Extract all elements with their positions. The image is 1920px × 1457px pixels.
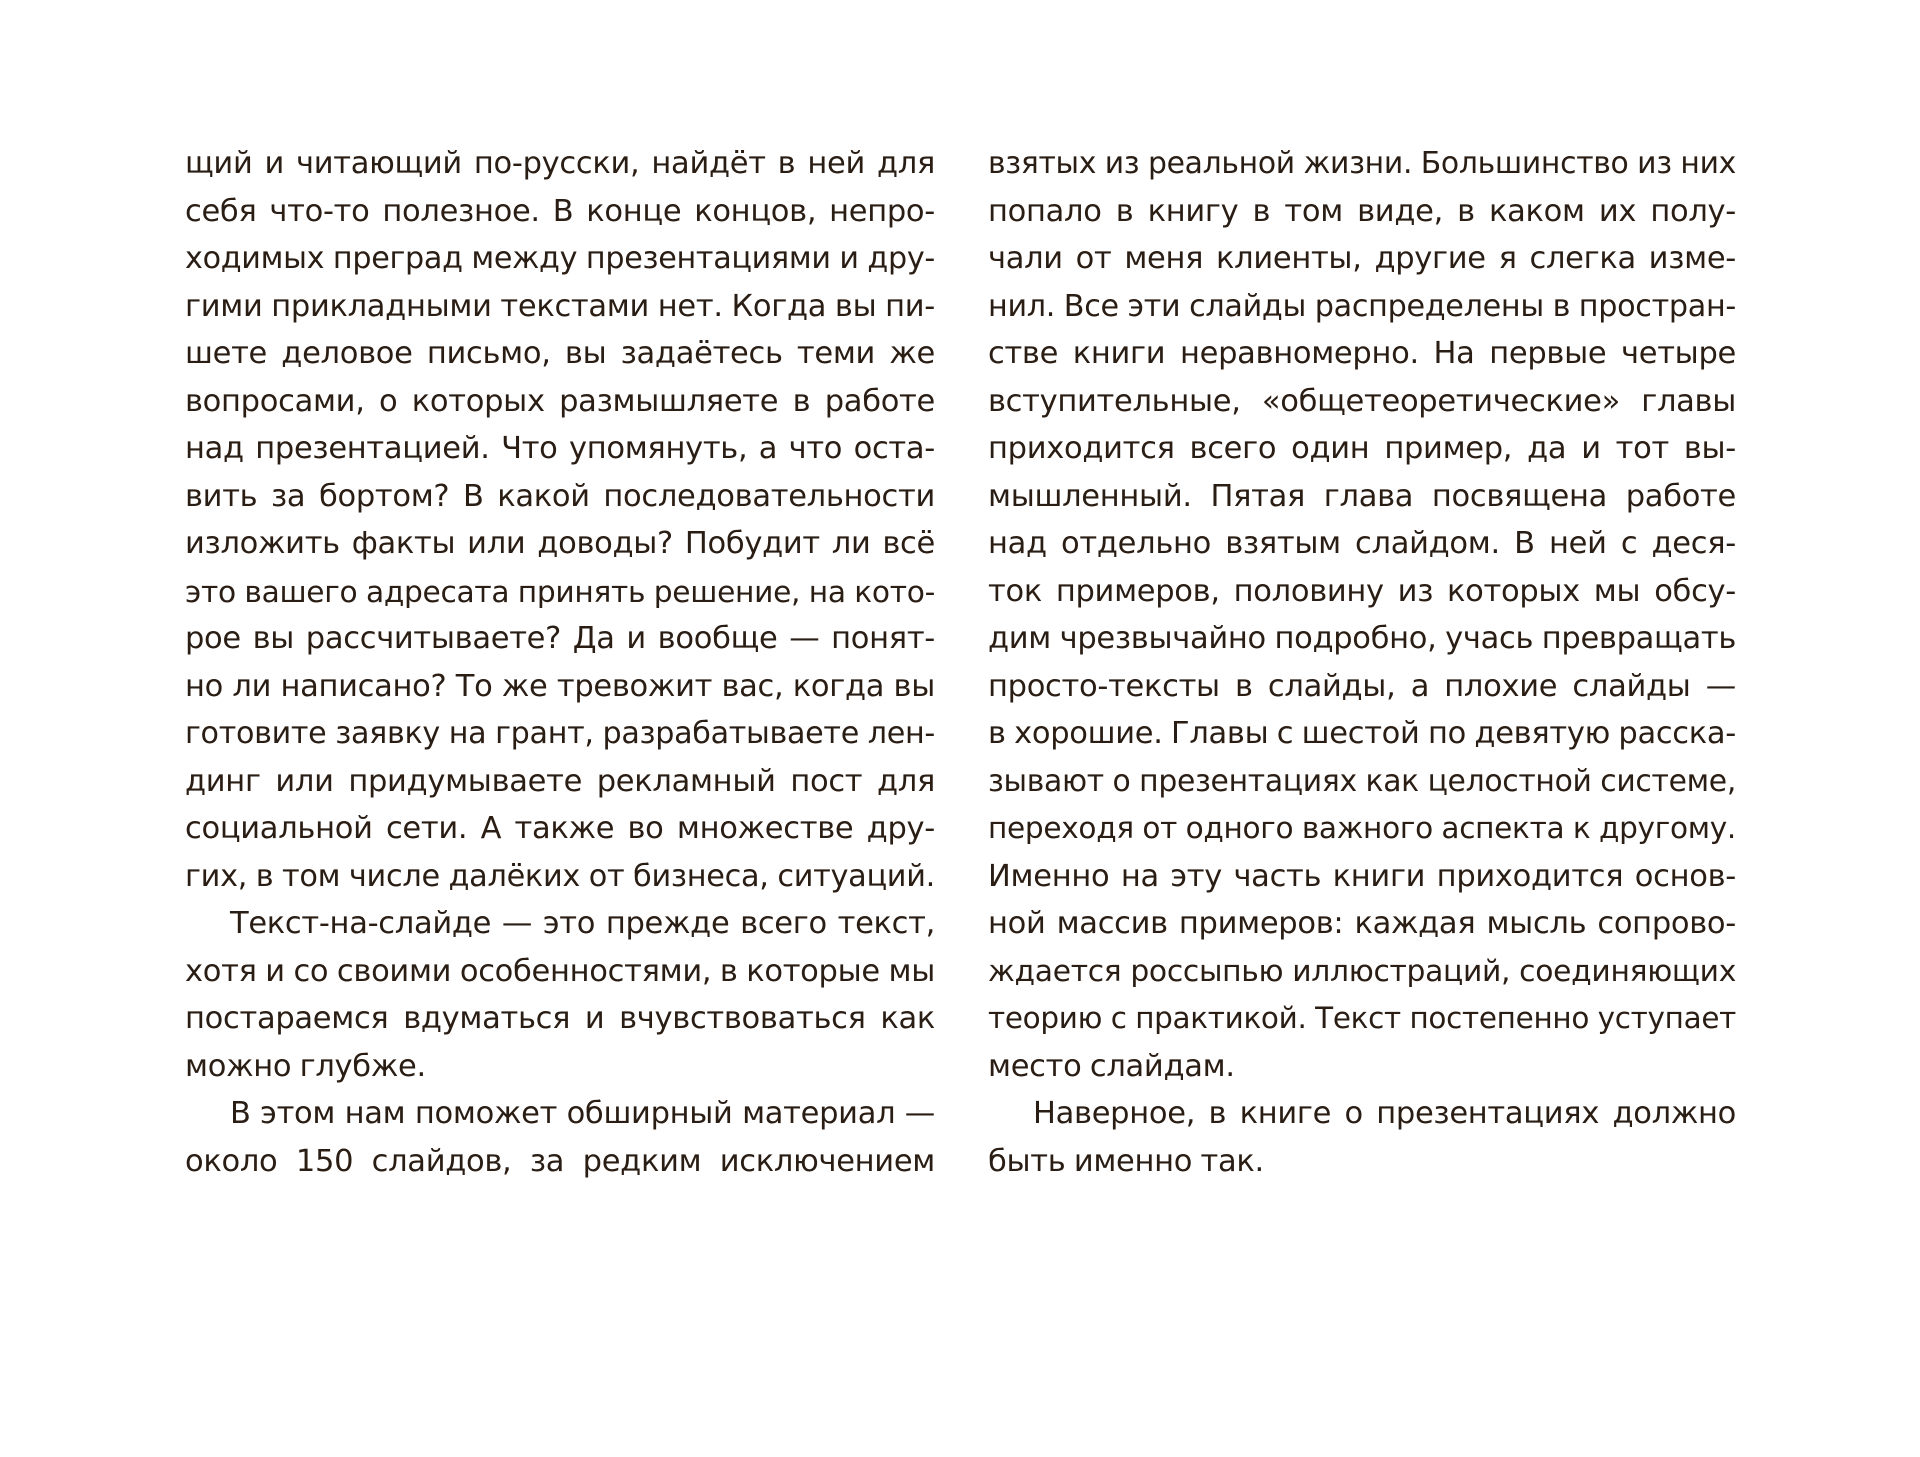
text-line: попало в книгу в том виде, в каком их полу-	[988, 193, 1736, 229]
text-line: социальной сети. А также во множестве дру-	[185, 811, 935, 846]
text-line: это вашего адресата принять решение, на кото-	[185, 573, 935, 609]
text-line: Текст-на-слайде — это прежде всего текст,	[230, 906, 935, 941]
text-line: быть именно так.	[988, 1143, 1264, 1179]
text-line: изложить факты или доводы? Побудит ли всё	[185, 526, 935, 561]
text-line: шете деловое письмо, вы задаётесь теми же	[185, 336, 935, 371]
text-line: ходимых преград между презентациями и дру-	[185, 241, 935, 276]
text-line: приходится всего один пример, да и тот вы-	[988, 431, 1736, 466]
text-line: зывают о презентациях как целостной системе,	[988, 763, 1736, 799]
text-line: нил. Все эти слайды распределены в простран-	[988, 288, 1736, 324]
text-line: ждается россыпью иллюстраций, соединяющих	[988, 953, 1736, 989]
text-line: В этом нам поможет обширный материал —	[230, 1096, 935, 1131]
text-line: ток примеров, половину из которых мы обсу-	[988, 573, 1736, 609]
text-line: стве книги неравномерно. На первые четыре	[988, 336, 1736, 371]
text-line: над отдельно взятым слайдом. В ней с деся-	[988, 526, 1736, 561]
text-line: гими прикладными текстами нет. Когда вы пи-	[185, 288, 935, 324]
text-line: гих, в том числе далёких от бизнеса, ситуаций.	[185, 858, 935, 894]
text-line: просто-тексты в слайды, а плохие слайды —	[988, 668, 1736, 704]
text-line: над презентацией. Что упомянуть, а что оста-	[185, 431, 935, 466]
text-line: можно глубже.	[185, 1048, 426, 1084]
text-line: вопросами, о которых размышляете в работе	[185, 383, 935, 419]
text-line: дим чрезвычайно подробно, учась превращать	[988, 621, 1736, 656]
text-line: щий и читающий по-русски, найдёт в ней для	[185, 146, 935, 181]
text-line: около 150 слайдов, за редким исключением	[185, 1143, 935, 1179]
text-line: взятых из реальной жизни. Большинство из них	[988, 146, 1736, 181]
text-line: теорию с практикой. Текст постепенно уступает	[988, 1001, 1736, 1035]
right-text-column	[988, 140, 1736, 1185]
left-text-column	[185, 140, 935, 1185]
text-line: мышленный. Пятая глава посвящена работе	[988, 478, 1736, 514]
text-line: готовите заявку на грант, разрабатываете лен-	[185, 716, 935, 751]
text-line: чали от меня клиенты, другие я слегка изме-	[988, 241, 1736, 276]
text-line: переходя от одного важного аспекта к другому.	[988, 811, 1736, 845]
text-line: себя что-то полезное. В конце концов, непро-	[185, 193, 935, 229]
text-line: Наверное, в книге о презентациях должно	[1033, 1096, 1736, 1131]
text-line: Именно на эту часть книги приходится основ-	[988, 858, 1736, 894]
text-line: динг или придумываете рекламный пост для	[185, 763, 935, 799]
text-line: но ли написано? То же тревожит вас, когда вы	[185, 668, 935, 704]
text-line: вить за бортом? В какой последовательности	[185, 478, 935, 514]
text-line: место слайдам.	[988, 1048, 1235, 1084]
text-line: постараемся вдуматься и вчувствоваться как	[185, 1001, 935, 1036]
text-line: хотя и со своими особенностями, в которые мы	[185, 953, 935, 989]
text-line: в хорошие. Главы с шестой по девятую расска-	[988, 716, 1736, 751]
text-line: ной массив примеров: каждая мысль сопрово-	[988, 906, 1736, 941]
text-line: рое вы рассчитываете? Да и вообще — понят-	[185, 621, 935, 656]
text-line: вступительные, «общетеоретические» главы	[988, 383, 1736, 419]
